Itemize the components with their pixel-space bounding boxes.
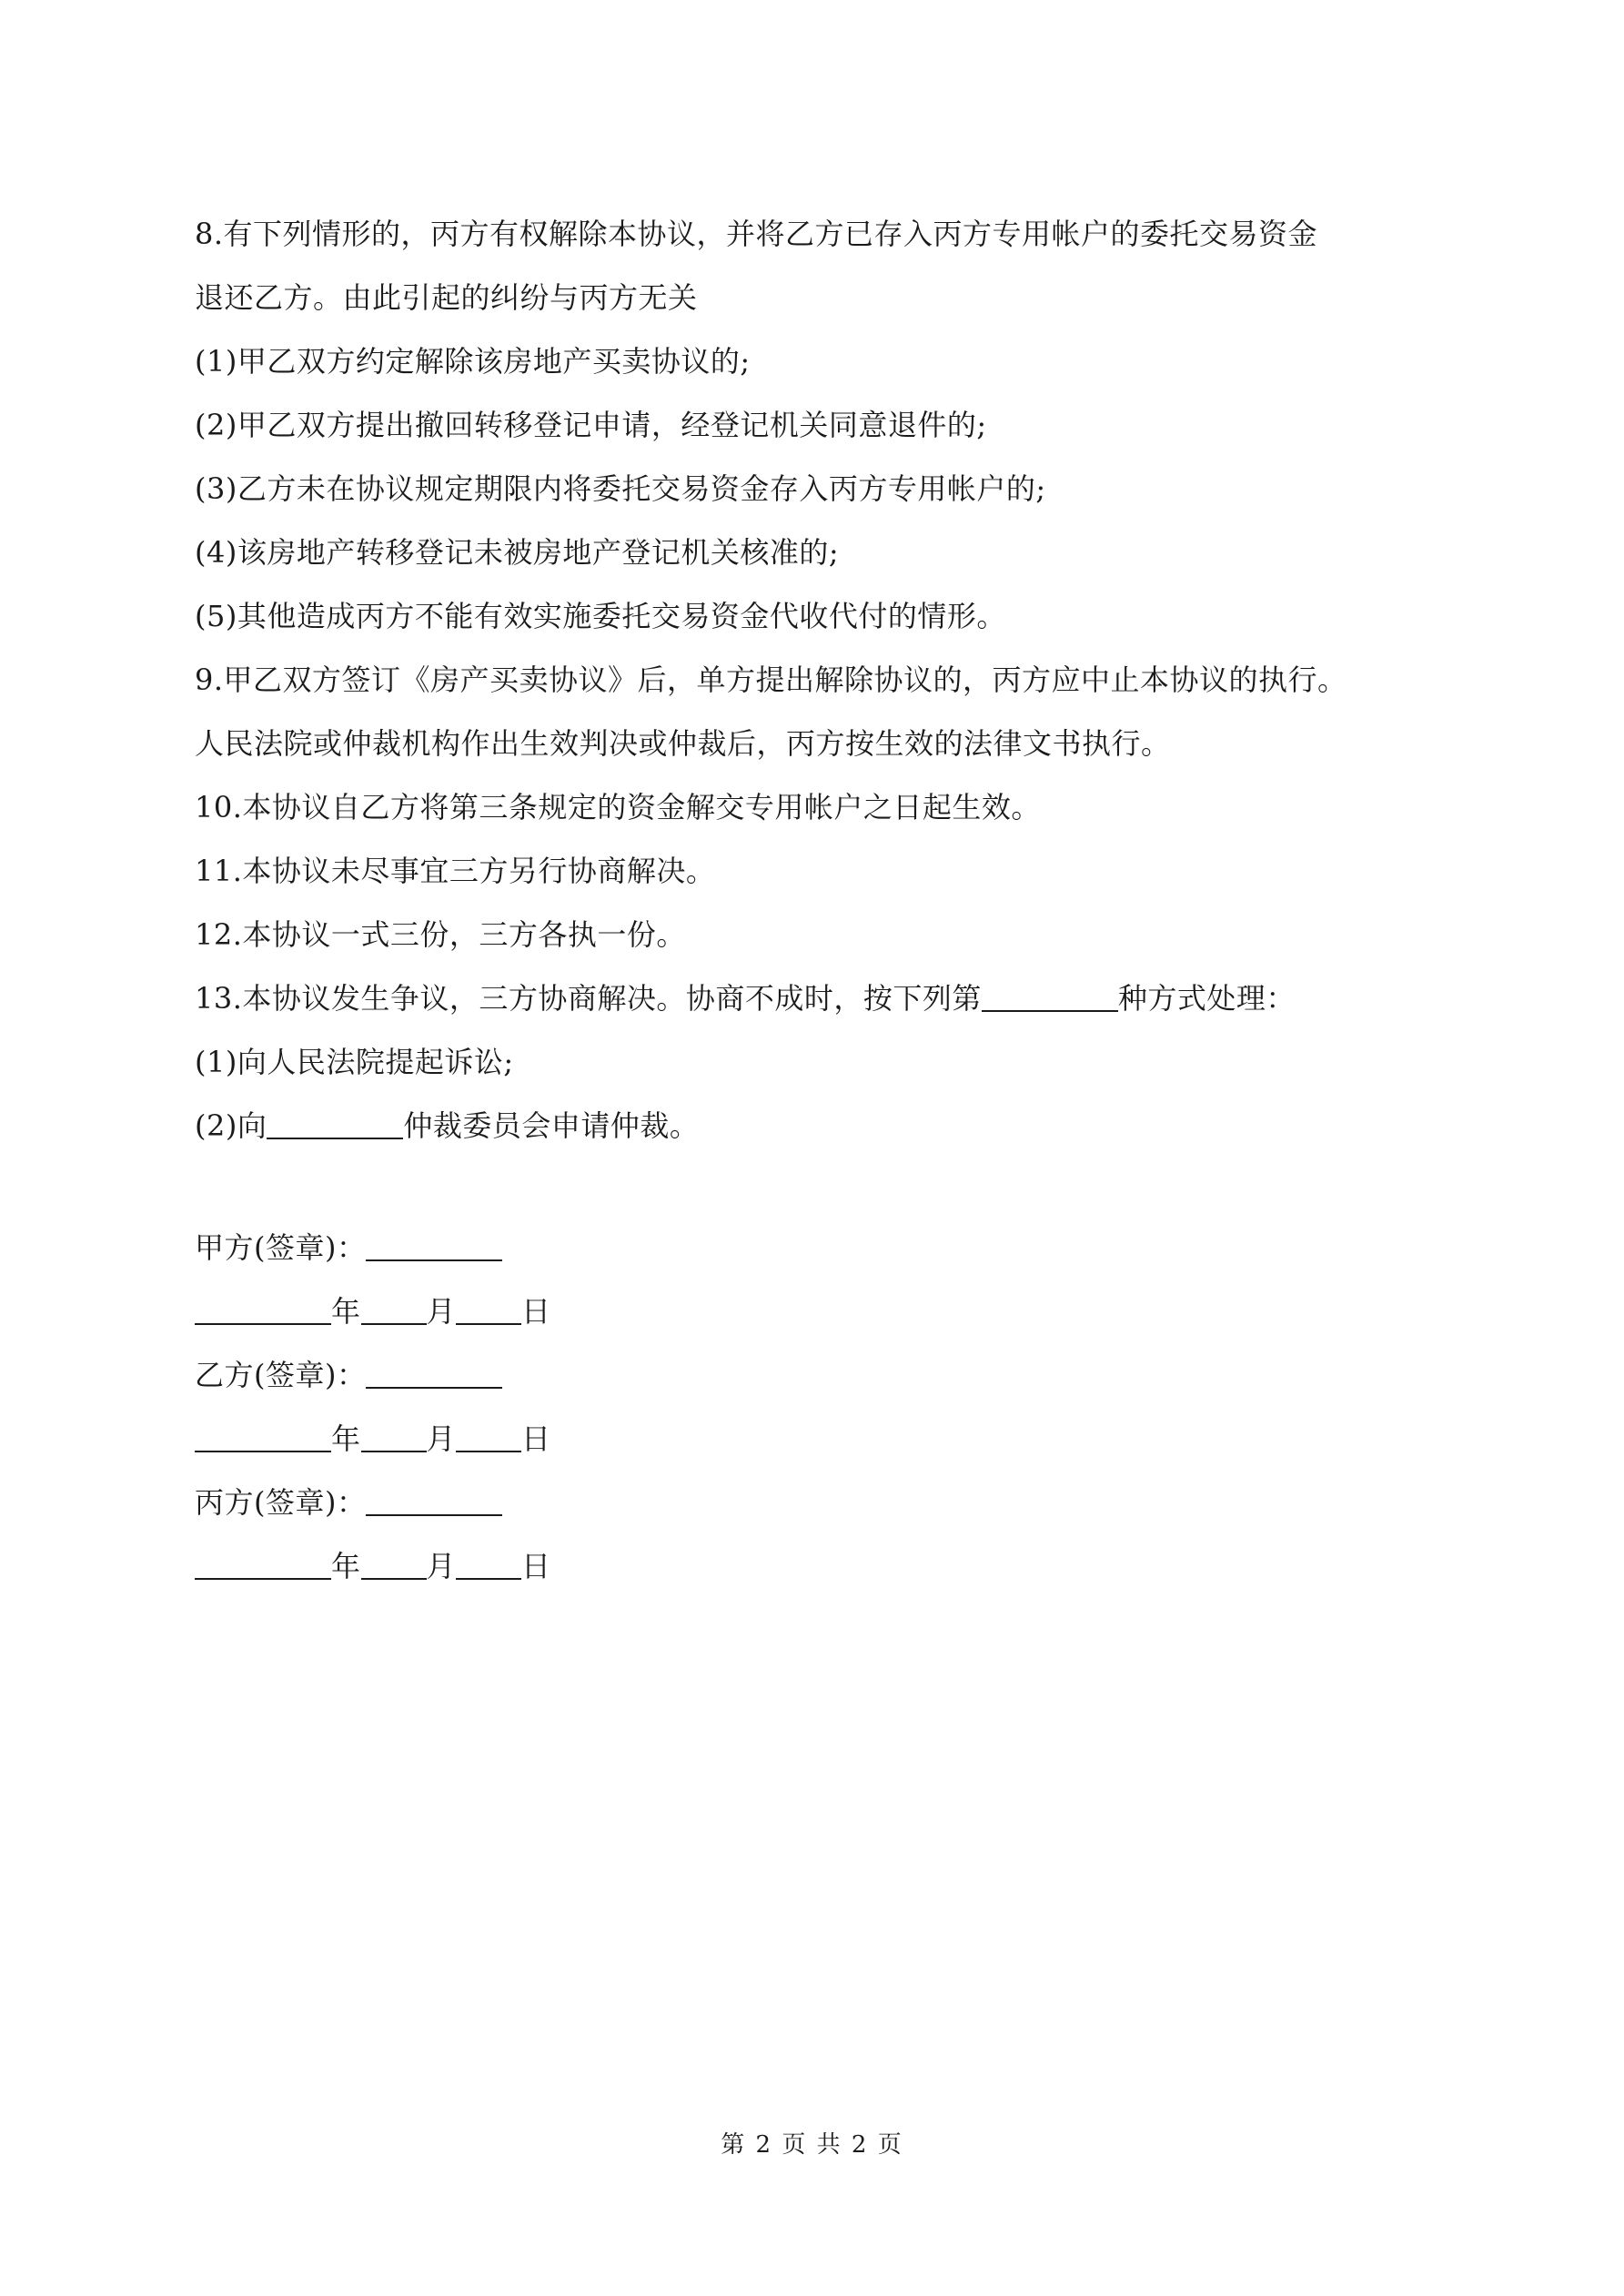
party-a-year-label: 年: [331, 1294, 361, 1329]
clause-9-line-2: 人民法院或仲裁机构作出生效判决或仲裁后，丙方按生效的法律文书执行。: [195, 726, 1171, 761]
dispute-method-blank: [982, 983, 1118, 1012]
party-b-label: 乙方(签章)：: [195, 1358, 367, 1392]
party-a-signature-line: [195, 1216, 1468, 1279]
clause-8-item-4: (4)该房地产转移登记未被房地产登记机关核准的;: [195, 535, 840, 570]
arbitration-committee-blank: [267, 1110, 403, 1139]
party-b-year-blank: [195, 1423, 331, 1452]
page-number: 第 2 页 共 2 页: [721, 2131, 903, 2159]
section-spacer: [195, 1158, 1468, 1216]
clause-8-line-2: 退还乙方。由此引起的纠纷与丙方无关: [195, 280, 698, 315]
clause-13-text-after-blank: 种方式处理：: [1117, 981, 1296, 1016]
party-b-year-label: 年: [331, 1421, 361, 1456]
party-a-day-blank: [456, 1296, 521, 1325]
party-c-label: 丙方(签章)：: [195, 1485, 367, 1520]
party-a-month-blank: [361, 1296, 427, 1325]
party-c-signature-blank: [366, 1487, 502, 1516]
party-b-month-blank: [361, 1423, 427, 1452]
party-a-signature-blank: [366, 1232, 502, 1261]
party-b-day-label: 日: [521, 1421, 551, 1456]
clause-13-item-2-text-after-blank: 仲裁委员会申请仲裁。: [403, 1108, 700, 1143]
party-a-date-line: [195, 1279, 1468, 1343]
clause-13-item-1: (1)向人民法院提起诉讼;: [195, 1045, 514, 1079]
party-b-signature-blank: [366, 1360, 502, 1389]
clause-8-item-2: (2)甲乙双方提出撤回转移登记申请，经登记机关同意退件的;: [195, 408, 987, 442]
clause-9-line-1: 9.甲乙双方签订《房产买卖协议》后，单方提出解除协议的，丙方应中止本协议的执行。: [195, 663, 1347, 697]
party-b-month-label: 月: [426, 1421, 457, 1456]
clause-8-item-3: (3)乙方未在协议规定期限内将委托交易资金存入丙方专用帐户的;: [195, 471, 1046, 506]
agreement-body: [195, 202, 1468, 1598]
party-c-year-label: 年: [331, 1549, 361, 1583]
clause-8-item-5: (5)其他造成丙方不能有效实施委托交易资金代收代付的情形。: [195, 599, 1006, 633]
party-c-day-label: 日: [521, 1549, 551, 1583]
clause-13-item-2-text-before-blank: (2)向: [195, 1108, 267, 1143]
party-c-year-blank: [195, 1551, 331, 1580]
clause-13: [195, 966, 1468, 1030]
party-a-label: 甲方(签章)：: [195, 1230, 367, 1265]
clause-13-item-2: [195, 1094, 1468, 1158]
clause-11: 11.本协议未尽事宜三方另行协商解决。: [195, 854, 716, 888]
party-c-day-blank: [456, 1551, 521, 1580]
party-c-date-line: [195, 1534, 1468, 1598]
party-a-day-label: 日: [521, 1294, 551, 1329]
clause-8-line-1: 8.有下列情形的，丙方有权解除本协议，并将乙方已存入丙方专用帐户的委托交易资金: [195, 217, 1318, 251]
party-b-signature-line: [195, 1343, 1468, 1407]
party-a-month-label: 月: [426, 1294, 457, 1329]
party-b-day-blank: [456, 1423, 521, 1452]
party-a-year-blank: [195, 1296, 331, 1325]
party-c-month-blank: [361, 1551, 427, 1580]
clause-10: 10.本协议自乙方将第三条规定的资金解交专用帐户之日起生效。: [195, 790, 1041, 824]
page-footer: [0, 2127, 1624, 2163]
clause-8-item-1: (1)甲乙双方约定解除该房地产买卖协议的;: [195, 344, 751, 379]
party-b-date-line: [195, 1407, 1468, 1471]
clause-12: 12.本协议一式三份，三方各执一份。: [195, 917, 686, 952]
clause-13-text-before-blank: 13.本协议发生争议，三方协商解决。协商不成时，按下列第: [195, 981, 982, 1016]
party-c-signature-line: [195, 1471, 1468, 1534]
party-c-month-label: 月: [426, 1549, 457, 1583]
